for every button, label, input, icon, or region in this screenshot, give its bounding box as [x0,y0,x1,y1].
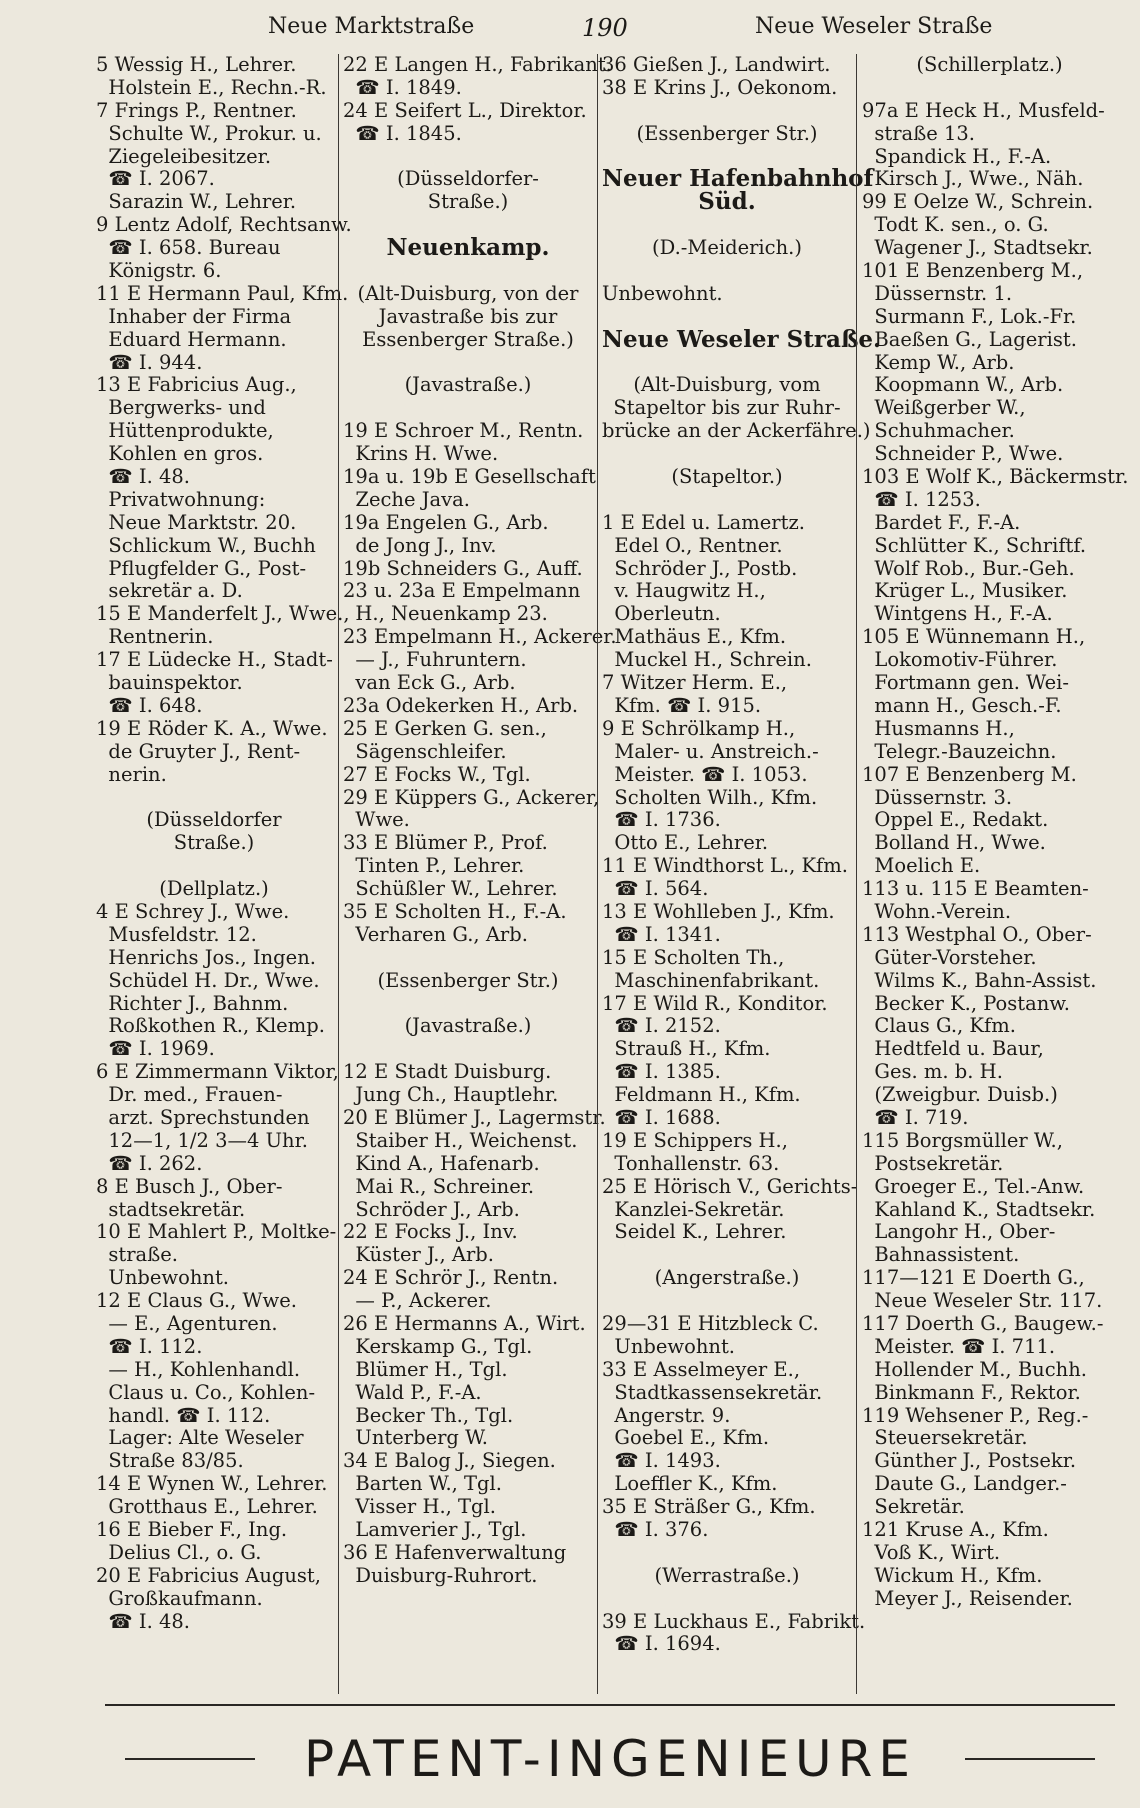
directory-line: Bolland H., Wwe. [862,831,1046,855]
directory-line: Unbewohnt. [602,1334,735,1358]
directory-line: Feldmann H., Kfm. [602,1083,801,1107]
directory-line: 20 E Blümer J., Lagermstr. [343,1105,606,1129]
directory-line: Mathäus E., Kfm. [602,625,787,649]
directory-line: Neuenkamp. [386,234,550,262]
directory-line: Edel O., Rentner. [602,533,783,557]
directory-line: Schüßler W., Lehrer. [343,877,558,901]
directory-line: 12—1, 1/2 3—4 Uhr. [96,1128,308,1152]
page-header [100,6,1100,46]
directory-line: ☎ I. 2152. [602,1014,721,1038]
directory-line: Telegr.-Bauzeichn. [862,739,1057,763]
directory-line: 15 E Scholten Th., [602,945,785,969]
directory-line: Eduard Hermann. [96,327,287,351]
directory-line: Unbewohnt. [96,1266,229,1290]
directory-line: Krins H. Wwe. [343,442,499,466]
directory-line: Muckel H., Schrein. [602,648,812,672]
directory-line: Wagener J., Stadtsekr. [862,236,1093,260]
directory-line: Wald P., F.-A. [343,1380,482,1404]
directory-line: 113 u. 115 E Beamten- [862,877,1089,901]
directory-line: Verharen G., Arb. [343,922,528,946]
directory-line: ☎ I. 1688. [602,1105,721,1129]
directory-line: Kind A., Hafenarb. [343,1151,540,1175]
directory-line: Kemp W., Arb. [862,350,1015,374]
directory-line: Tonhallenstr. 63. [602,1151,780,1175]
directory-line: Groeger E., Tel.-Anw. [862,1174,1085,1198]
directory-line: 36 E Hafenverwaltung [343,1540,567,1564]
directory-line: Straße.) [173,831,255,855]
directory-line: Binkmann F., Rektor. [862,1380,1081,1404]
directory-line: Roßkothen R., Klemp. [96,1014,325,1038]
directory-column-3 [602,53,882,1702]
directory-line: (Javastraße.) [404,373,532,397]
directory-line: H., Neuenkamp 23. [343,602,548,626]
directory-line: Moelich E. [862,854,981,878]
directory-line: Daute G., Landger.- [862,1472,1067,1496]
directory-line: sekretär a. D. [96,579,243,603]
directory-line: Grotthaus E., Lehrer. [96,1495,318,1519]
directory-line: 34 E Balog J., Siegen. [343,1449,556,1473]
directory-line: 25 E Gerken G. sen., [343,716,547,740]
directory-line: Dr. med., Frauen- [96,1083,283,1107]
directory-line: 113 Westphal O., Ober- [862,922,1092,946]
blank-line [343,1038,593,1061]
directory-line: straße. [96,1243,178,1267]
directory-line: 103 E Wolf K., Bäckermstr. [862,465,1129,489]
directory-line: Ges. m. b. H. [862,1060,1003,1084]
directory-line: 24 E Seifert L., Direktor. [343,98,587,122]
directory-line: ☎ I. 48. [96,1609,190,1633]
directory-column-1 [96,53,352,1702]
directory-line: Wintgens H., F.-A. [862,602,1053,626]
directory-line: ☎ I. 262. [96,1151,203,1175]
directory-line: (Alt-Duisburg, von der [357,281,579,305]
directory-line: Becker K., Postanw. [862,991,1070,1015]
directory-line: (Essenberger Str.) [377,968,559,992]
directory-line: Königstr. 6. [96,259,222,283]
directory-line: Postsekretär. [862,1151,1004,1175]
directory-line: — E., Agenturen. [96,1311,278,1335]
header-left-street: Neue Marktstraße [268,14,475,39]
directory-line: Kahland K., Stadtsekr. [862,1197,1096,1221]
directory-line: Seidel K., Lehrer. [602,1220,787,1244]
directory-line: ☎ I. 1845. [343,121,462,145]
directory-line: ☎ I. 1341. [602,922,721,946]
blank-line [96,855,332,878]
directory-line: Hüttenprodukte, [96,419,274,443]
directory-line: Düssernstr. 1. [862,281,1013,305]
blank-line [602,1290,852,1313]
directory-line: Inhaber der Firma [96,304,292,328]
directory-line: Kerskamp G., Tgl. [343,1334,533,1358]
directory-line: Baeßen G., Lagerist. [862,327,1077,351]
directory-line: Unterberg W. [343,1426,488,1450]
directory-line: 119 Wehsener P., Reg.- [862,1403,1089,1427]
blank-line [602,1588,852,1611]
directory-line: 33 E Blümer P., Prof. [343,831,548,855]
directory-line: Blümer H., Tgl. [343,1357,508,1381]
directory-line: Meister. ☎ I. 1053. [602,762,808,786]
column-divider [856,54,857,1694]
directory-line: — J., Fuhruntern. [343,648,527,672]
directory-line: 10 E Mahlert P., Moltke- [96,1220,337,1244]
directory-line: Schuhmacher. [862,419,1015,443]
blank-line [602,352,852,375]
directory-line: 22 E Focks J., Inv. [343,1220,518,1244]
directory-line: Ziegeleibesitzer. [96,144,272,168]
directory-line: Schüdel H. Dr., Wwe. [96,968,320,992]
directory-line: Lokomotiv-Führer. [862,648,1058,672]
directory-line: 33 E Asselmeyer E., [602,1357,801,1381]
directory-line: (Stapeltor.) [671,465,783,489]
directory-line: Wolf Rob., Bur.-Geh. [862,556,1075,580]
directory-line: ☎ I. 944. [96,350,203,374]
directory-line: 99 E Oelze W., Schrein. [862,190,1094,214]
directory-line: Surmann F., Lok.-Fr. [862,304,1077,328]
directory-line: (Werrastraße.) [654,1563,800,1587]
page-number: 190 [582,14,628,42]
directory-line: Schneider P., Wwe. [862,442,1064,466]
directory-line: Neue Marktstr. 20. [96,510,297,534]
directory-line: 24 E Schrör J., Rentn. [343,1266,559,1290]
directory-line: Lamverier J., Tgl. [343,1518,527,1541]
directory-line: Bahnassistent. [862,1243,1020,1267]
directory-line: Todt K. sen., o. G. [862,213,1049,237]
directory-line: Duisburg-Ruhrort. [343,1563,538,1587]
directory-line: Bergwerks- und [96,396,266,420]
directory-line: ☎ I. 658. Bureau [96,236,281,260]
directory-line: Wilms K., Bahn-Assist. [862,968,1097,992]
directory-line: Kirsch J., Wwe., Näh. [862,167,1084,191]
directory-line: Schröder J., Arb. [343,1197,520,1221]
blank-line [343,947,593,970]
directory-line: 13 E Wohlleben J., Kfm. [602,899,835,923]
directory-line: (Zweigbur. Duisb.) [862,1083,1058,1107]
directory-line: v. Haugwitz H., [602,579,766,603]
directory-line: 35 E Scholten H., F.-A. [343,899,567,923]
directory-line: Scholten Wilh., Kfm. [602,785,818,809]
directory-line: Essenberger Straße.) [362,327,574,351]
directory-line: straße 13. [862,121,975,145]
directory-column-2 [343,53,617,1702]
directory-line: 121 Kruse A., Kfm. [862,1518,1049,1541]
directory-line: Kfm. ☎ I. 915. [602,693,762,717]
directory-line: (Düsseldorfer- [397,167,539,191]
directory-line: — H., Kohlenhandl. [96,1357,301,1381]
directory-line: ☎ I. 1736. [602,808,721,832]
directory-line: 14 E Wynen W., Lehrer. [96,1472,328,1496]
directory-line: Langohr H., Ober- [862,1220,1056,1244]
directory-line: mann H., Gesch.-F. [862,693,1062,717]
directory-line: Stadtkassensekretär. [602,1380,823,1404]
directory-line: Schröder J., Postb. [602,556,798,580]
directory-line: 23 Empelmann H., Ackerer. [343,625,617,649]
directory-line: Krüger L., Musiker. [862,579,1068,603]
blank-line [602,1244,852,1267]
directory-line: 19 E Schippers H., [602,1128,788,1152]
directory-line: Wickum H., Kfm. [862,1563,1043,1587]
directory-line: 13 E Fabricius Aug., [96,373,297,397]
directory-line: 23a Odekerken H., Arb. [343,693,579,717]
directory-line: (Essenberger Str.) [636,121,818,145]
directory-line: nerin. [96,762,167,786]
directory-line: Maschinenfabrikant. [602,968,820,992]
directory-line: 26 E Hermanns A., Wirt. [343,1311,586,1335]
directory-line: Staiber H., Weichenst. [343,1128,578,1152]
directory-line: 22 E Langen H., Fabrikant. [343,53,612,76]
directory-line: Jung Ch., Hauptlehr. [343,1083,559,1107]
directory-line: — P., Ackerer. [343,1289,492,1313]
directory-line: 117—121 E Doerth G., [862,1266,1085,1290]
blank-line [343,397,593,420]
directory-line: 36 Gießen J., Landwirt. [602,53,831,76]
directory-line: ☎ I. 1385. [602,1060,721,1084]
directory-line: Henrichs Jos., Ingen. [96,945,316,969]
directory-line: Bardet F., F.-A. [862,510,1021,534]
directory-line: 7 Frings P., Rentner. [96,98,297,122]
directory-line: Wohn.-Verein. [862,899,1012,923]
footer-divider [105,1704,1115,1706]
directory-line: Meyer J., Reisender. [862,1586,1073,1610]
directory-line: Stapeltor bis zur Ruhr- [613,396,841,420]
directory-line: (Alt-Duisburg, vom [633,373,821,397]
directory-line: Großkaufmann. [96,1586,263,1610]
directory-line: Günther J., Postsekr. [862,1449,1077,1473]
directory-line: 11 E Windthorst L., Kfm. [602,854,848,878]
directory-line: Husmanns H., [862,716,1015,740]
banner-line-left [125,1758,255,1760]
directory-line: Küster J., Arb. [343,1243,494,1267]
directory-line: Visser H., Tgl. [343,1495,496,1519]
directory-line: Neuer Hafenbahnhof [602,165,874,193]
directory-line: 20 E Fabricius August, [96,1563,321,1587]
directory-line: Spandick H., F.-A. [862,144,1052,168]
directory-line: Maler- u. Anstreich.- [602,739,819,763]
directory-line: Voß K., Wirt. [862,1540,1001,1564]
directory-line: Güter-Vorsteher. [862,945,1037,969]
directory-line: 29 E Küppers G., Ackerer, [343,785,600,809]
directory-line: Meister. ☎ I. 711. [862,1334,1056,1358]
directory-line: Sekretär. [862,1495,965,1519]
directory-line: Musfeldstr. 12. [96,922,257,946]
directory-line: Oppel E., Redakt. [862,808,1049,832]
directory-line: Richter J., Bahnm. [96,991,289,1015]
directory-line: 5 Wessig H., Lehrer. [96,53,297,76]
directory-line: 27 E Focks W., Tgl. [343,762,531,786]
directory-line: 105 E Wünnemann H., [862,625,1086,649]
directory-line: Schulte W., Prokur. u. [96,121,322,145]
directory-line: (D.-Meiderich.) [652,236,802,260]
directory-line: Zeche Java. [343,487,470,511]
directory-line: Süd. [698,188,756,216]
directory-line: 12 E Claus G., Wwe. [96,1289,297,1313]
directory-line: 1 E Edel u. Lamertz. [602,510,805,534]
blank-line [343,993,593,1016]
directory-line: Loeffler K., Kfm. [602,1472,778,1496]
directory-line: Barten W., Tgl. [343,1472,502,1496]
directory-column-4 [862,53,1129,1702]
blank-line [343,146,593,169]
directory-line: ☎ I. 1849. [343,75,462,99]
directory-line: 6 E Zimmermann Viktor, [96,1060,339,1084]
header-right-street: Neue Weseler Straße [755,14,993,39]
directory-line: ☎ I. 1694. [602,1632,721,1656]
directory-line: Straße.) [427,190,509,214]
directory-line: ☎ I. 1493. [602,1449,721,1473]
directory-line: 38 E Krins J., Oekonom. [602,75,838,99]
directory-line: Oberleutn. [602,602,721,626]
blank-line [602,489,852,512]
advertisement-text: PATENT-INGENIEURE [304,1730,916,1788]
directory-line: 7 Witzer Herm. E., [602,671,788,695]
directory-line: Mai R., Schreiner. [343,1174,535,1198]
directory-line: 25 E Hörisch V., Gerichts- [602,1174,858,1198]
directory-line: Straße 83/85. [96,1449,244,1473]
directory-line: 16 E Bieber F., Ing. [96,1518,288,1541]
directory-line: 107 E Benzenberg M. [862,762,1077,786]
directory-line: 29—31 E Hitzbleck C. [602,1311,819,1335]
directory-line: Otto E., Lehrer. [602,831,769,855]
column-divider [597,54,598,1694]
directory-line: Claus G., Kfm. [862,1014,1016,1038]
directory-line: Privatwohnung: [96,487,266,511]
directory-line: 4 E Schrey J., Wwe. [96,899,290,923]
directory-line: 115 Borgsmüller W., [862,1128,1063,1152]
directory-line: 12 E Stadt Duisburg. [343,1060,552,1084]
directory-line: 17 E Lüdecke H., Stadt- [96,648,333,672]
directory-line: 19b Schneiders G., Auff. [343,556,583,580]
directory-line: 101 E Benzenberg M., [862,259,1084,283]
directory-line: 19 E Röder K. A., Wwe. [96,716,328,740]
directory-line: 8 E Busch J., Ober- [96,1174,283,1198]
directory-line: (Dellplatz.) [159,877,269,901]
directory-line: Neue Weseler Str. 117. [862,1289,1103,1313]
blank-line [602,100,852,123]
directory-line: (Javastraße.) [404,1014,532,1038]
directory-line: Angerstr. 9. [602,1403,731,1427]
directory-line: Lager: Alte Weseler [96,1426,304,1450]
directory-line: 9 E Schrölkamp H., [602,716,796,740]
directory-line: 23 u. 23a E Empelmann [343,579,581,603]
blank-line [343,352,593,375]
directory-line: ☎ I. 112. [96,1334,203,1358]
directory-line: Kohlen en gros. [96,442,264,466]
blank-line [602,1542,852,1565]
directory-line: Koopmann W., Arb. [862,373,1064,397]
directory-line: Hollender M., Buchh. [862,1357,1087,1381]
blank-line [862,77,1117,100]
directory-line: 19a u. 19b E Gesellschaft [343,465,596,489]
directory-line: 9 Lentz Adolf, Rechtsanw. [96,213,352,237]
directory-line: Delius Cl., o. G. [96,1540,262,1564]
directory-line: Schlütter K., Schriftf. [862,533,1087,557]
directory-line: ☎ I. 376. [602,1518,709,1541]
blank-line [602,260,852,283]
directory-line: Kanzlei-Sekretär. [602,1197,785,1221]
directory-line: ☎ I. 48. [96,465,190,489]
blank-line [343,260,593,283]
directory-line: ☎ I. 648. [96,693,203,717]
directory-line: ☎ I. 1253. [862,487,981,511]
directory-line: (Angerstraße.) [654,1266,800,1290]
directory-line: Strauß H., Kfm. [602,1037,771,1061]
directory-line: Düssernstr. 3. [862,785,1013,809]
directory-line: 19a Engelen G., Arb. [343,510,549,534]
directory-line: (Düsseldorfer [146,808,282,832]
directory-line: ☎ I. 2067. [96,167,215,191]
directory-line: brücke an der Ackerfähre.) [602,419,871,443]
blank-line [602,214,852,237]
directory-line: Sarazin W., Lehrer. [96,190,297,214]
directory-line: Holstein E., Rechn.-R. [96,75,327,99]
directory-line: Weißgerber W., [862,396,1026,420]
directory-line: van Eck G., Arb. [343,671,516,695]
directory-line: Fortmann gen. Wei- [862,671,1069,695]
directory-line: de Jong J., Inv. [343,533,497,557]
directory-line: Claus u. Co., Kohlen- [96,1380,316,1404]
directory-line: 15 E Manderfelt J., Wwe., [96,602,350,626]
directory-line: ☎ I. 1969. [96,1037,215,1061]
directory-line: arzt. Sprechstunden [96,1105,310,1129]
directory-line: 11 E Hermann Paul, Kfm. [96,281,349,305]
directory-line: 39 E Luckhaus E., Fabrikt. [602,1609,866,1633]
directory-line: Becker Th., Tgl. [343,1403,514,1427]
directory-line: Hedtfeld u. Baur, [862,1037,1044,1061]
directory-line: de Gruyter J., Rent- [96,739,301,763]
directory-line: Unbewohnt. [602,281,723,305]
directory-line: handl. ☎ I. 112. [96,1403,271,1427]
blank-line [602,443,852,466]
directory-line: Pflugfelder G., Post- [96,556,307,580]
banner-line-right [965,1758,1095,1760]
advertisement-banner [105,1728,1115,1790]
directory-line: Schlickum W., Buchh [96,533,316,557]
directory-line: 17 E Wild R., Konditor. [602,991,828,1015]
directory-line: Neue Weseler Straße. [602,325,882,353]
directory-line: Rentnerin. [96,625,214,649]
directory-line: (Schillerplatz.) [916,53,1063,76]
directory-line: bauinspektor. [96,671,243,695]
directory-line: ☎ I. 564. [602,877,709,901]
directory-line: stadtsekretär. [96,1197,246,1221]
directory-line: Sägenschleifer. [343,739,507,763]
directory-line: 117 Doerth G., Baugew.- [862,1311,1104,1335]
directory-line: Steuersekretär. [862,1426,1028,1450]
directory-line: 97a E Heck H., Musfeld- [862,98,1105,122]
directory-line: Wwe. [343,808,410,832]
directory-line: ☎ I. 719. [862,1105,969,1129]
directory-line: 35 E Sträßer G., Kfm. [602,1495,816,1519]
directory-line: Tinten P., Lehrer. [343,854,525,878]
column-divider [338,54,339,1694]
directory-line: Javastraße bis zur [378,304,558,328]
blank-line [96,787,332,810]
directory-line: Goebel E., Kfm. [602,1426,770,1450]
directory-line: 19 E Schroer M., Rentn. [343,419,584,443]
